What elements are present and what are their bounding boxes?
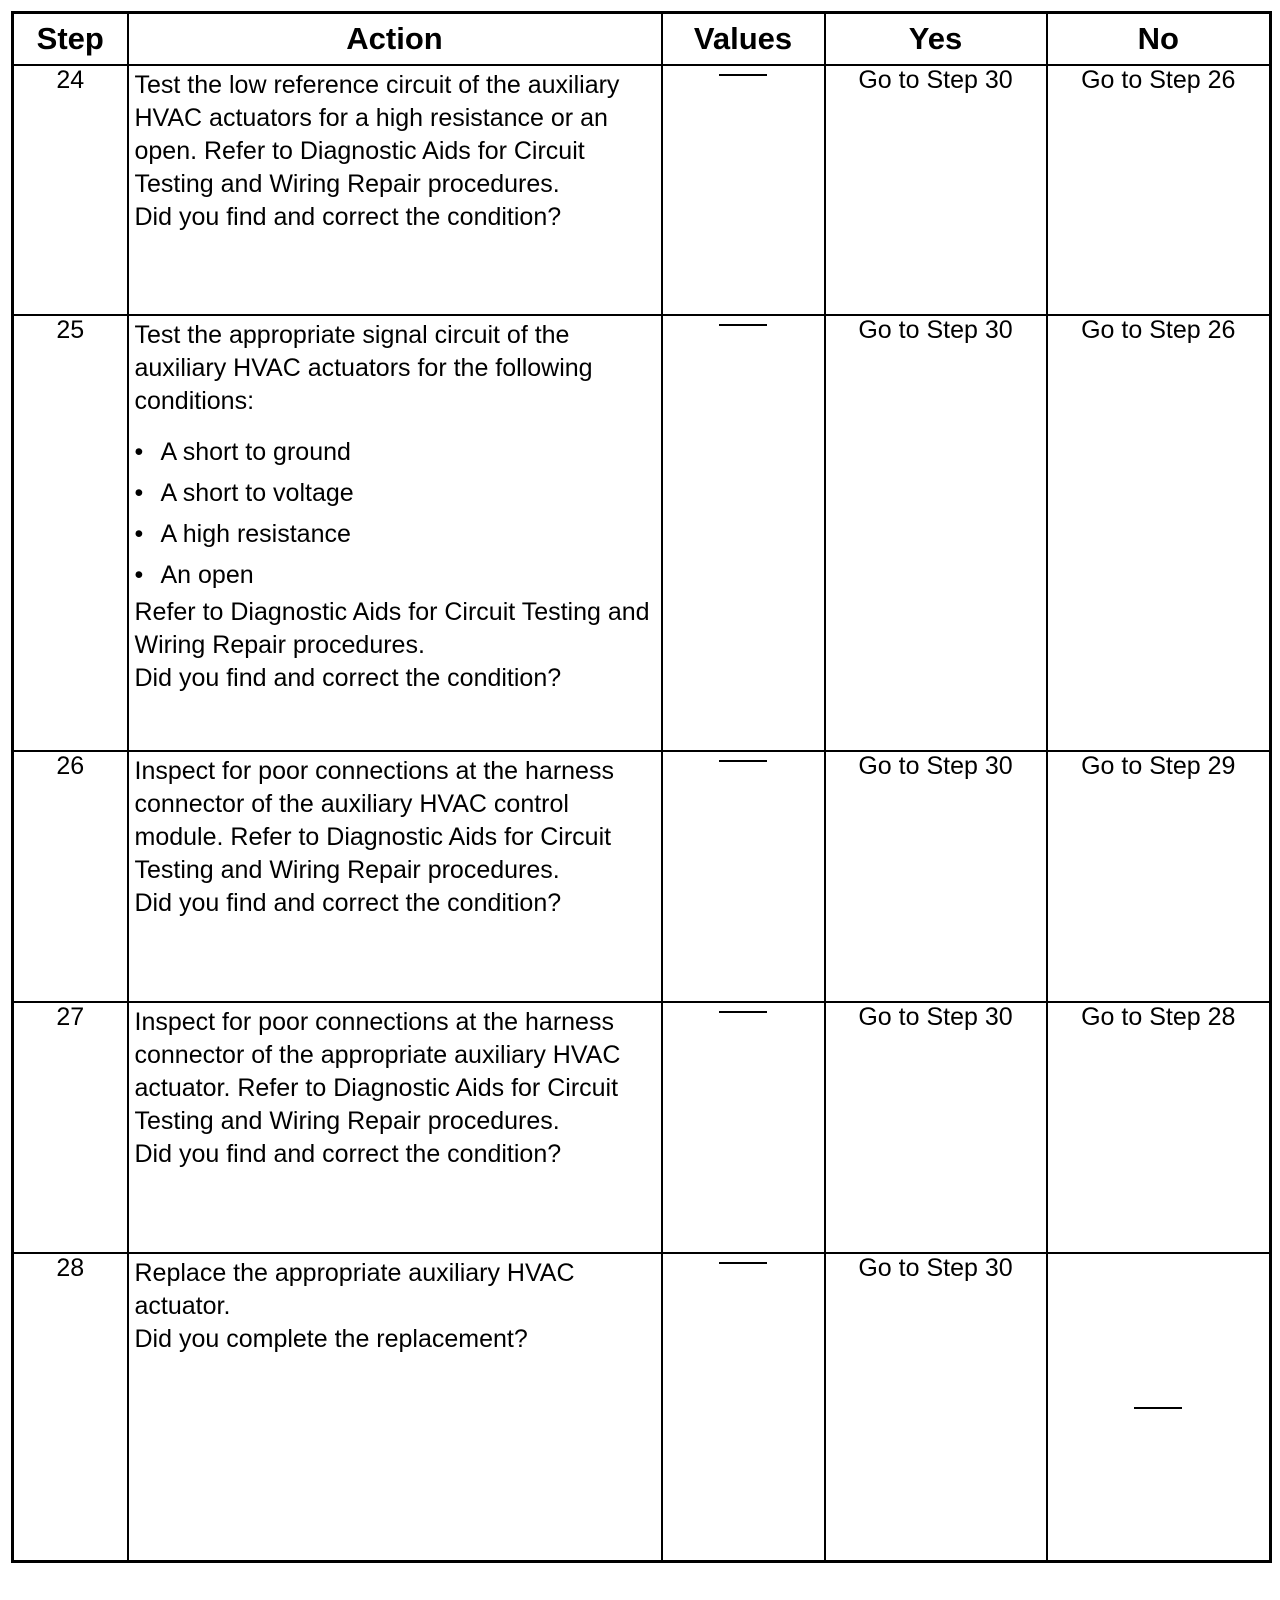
action-cell: [128, 1002, 662, 1253]
yes-cell: [825, 751, 1047, 1002]
no-outcome: Go to Step 26: [1081, 316, 1236, 344]
list-item: • An open: [134, 561, 254, 589]
action-question: Did you find and correct the condition?: [134, 1140, 562, 1168]
action-text-after: Refer to Diagnostic Aids for Circuit Testing and Wiring Repair procedures.: [134, 598, 650, 659]
yes-outcome: Go to Step 30: [858, 1254, 1013, 1282]
dash-mark: [1134, 1407, 1182, 1409]
yes-outcome: Go to Step 30: [858, 316, 1013, 344]
header-no: No: [1047, 13, 1271, 66]
no-outcome: Go to Step 28: [1081, 1003, 1236, 1031]
values-cell: [662, 751, 825, 1002]
no-outcome: Go to Step 29: [1081, 752, 1236, 780]
no-cell: [1047, 1002, 1271, 1253]
step-number: 24: [13, 65, 128, 315]
step-number: 26: [13, 751, 128, 1002]
dash-mark: [719, 1262, 767, 1264]
table-row: [13, 751, 1271, 1002]
header-values: Values: [662, 13, 825, 66]
table-row: [13, 1253, 1271, 1561]
yes-outcome: Go to Step 30: [858, 1003, 1013, 1031]
yes-cell: [825, 1253, 1047, 1561]
values-cell: [662, 1253, 825, 1561]
no-cell: [1047, 65, 1271, 315]
header-row: [13, 13, 1271, 66]
values-cell: [662, 315, 825, 751]
dash-mark: [719, 760, 767, 762]
step-number: 27: [13, 1002, 128, 1253]
step-number: 25: [13, 315, 128, 751]
action-question: Did you complete the replacement?: [134, 1325, 528, 1353]
dash-mark: [719, 324, 767, 326]
action-cell: [128, 751, 662, 1002]
no-cell: [1047, 1253, 1271, 1561]
action-text: Inspect for poor connections at the harness connector of the appropriate auxiliary HVAC actuator. Refer to Diagnostic Aids for Circuit Testing and Wiring Repair procedures.: [134, 1008, 621, 1135]
no-cell: [1047, 315, 1271, 751]
dash-mark: [719, 1011, 767, 1013]
list-item: • A short to ground: [134, 438, 351, 466]
action-question: Did you find and correct the condition?: [134, 664, 562, 692]
no-cell: [1047, 751, 1271, 1002]
list-item: • A short to voltage: [134, 479, 354, 507]
values-cell: [662, 65, 825, 315]
values-cell: [662, 1002, 825, 1253]
dash-mark: [719, 74, 767, 76]
diagnostic-table: [11, 11, 1272, 1563]
action-cell: [128, 315, 662, 751]
table-row: [13, 315, 1271, 751]
action-text: Replace the appropriate auxiliary HVAC actuator.: [134, 1259, 575, 1320]
yes-cell: [825, 65, 1047, 315]
action-text: Test the low reference circuit of the auxiliary HVAC actuators for a high resistance or an open. Refer to Diagnostic Aids for Circuit Testing and Wiring Repair procedures.: [134, 71, 620, 198]
header-step: Step: [13, 13, 128, 66]
table-row: [13, 1002, 1271, 1253]
action-text: Inspect for poor connections at the harness connector of the auxiliary HVAC control module. Refer to Diagnostic Aids for Circuit Testing and Wiring Repair procedures.: [134, 757, 614, 884]
action-cell: [128, 1253, 662, 1561]
no-outcome: Go to Step 26: [1081, 66, 1236, 94]
action-question: Did you find and correct the condition?: [134, 203, 562, 231]
condition-list: [135, 432, 655, 596]
step-number: 28: [13, 1253, 128, 1561]
action-question: Did you find and correct the condition?: [134, 889, 562, 917]
action-text: Test the appropriate signal circuit of the auxiliary HVAC actuators for the following conditions:: [134, 321, 593, 415]
yes-outcome: Go to Step 30: [858, 752, 1013, 780]
action-cell: [128, 65, 662, 315]
table-row: [13, 65, 1271, 315]
header-action: Action: [128, 13, 662, 66]
header-yes: Yes: [825, 13, 1047, 66]
yes-cell: [825, 315, 1047, 751]
yes-outcome: Go to Step 30: [858, 66, 1013, 94]
list-item: • A high resistance: [134, 520, 351, 548]
yes-cell: [825, 1002, 1047, 1253]
